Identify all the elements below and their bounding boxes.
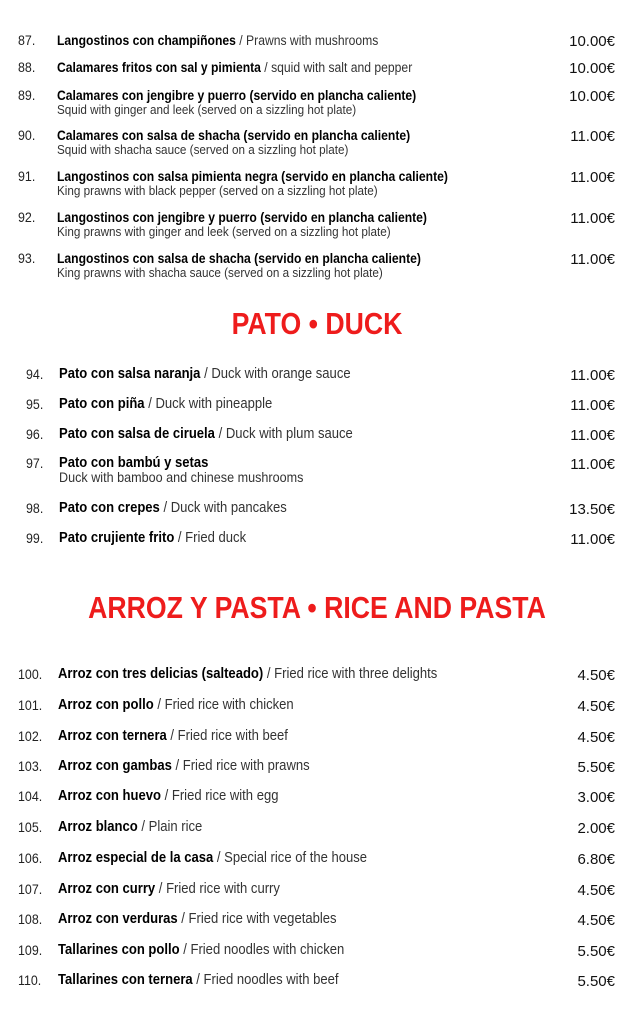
item-number: 87. — [18, 33, 36, 48]
item-name-en: Fried rice with prawns — [182, 758, 310, 774]
item-price: 11.00€ — [570, 531, 615, 548]
item-name-en: Duck with pineapple — [155, 396, 273, 412]
item-name-en: Fried rice with three delights — [274, 666, 438, 682]
item-name-es: Pato con bambú y setas — [59, 455, 209, 471]
item-name-es: Pato con salsa de ciruela — [59, 426, 215, 442]
item-description — [57, 89, 416, 116]
item-number: 107. — [18, 882, 43, 897]
item-separator: / — [144, 396, 156, 412]
item-price: 4.50€ — [577, 698, 615, 715]
item-price: 5.50€ — [577, 759, 615, 776]
item-price: 3.00€ — [577, 789, 615, 806]
item-price: 10.00€ — [569, 88, 615, 105]
item-price: 11.00€ — [570, 456, 615, 473]
item-name-en: Fried rice with vegetables — [188, 911, 337, 927]
item-separator: / — [214, 426, 226, 442]
item-description — [58, 729, 288, 743]
item-name-es: Calamares fritos con sal y pimienta — [57, 60, 261, 75]
item-price: 5.50€ — [577, 943, 615, 960]
section-heading-duck: PATO • DUCK — [231, 306, 403, 341]
item-description — [59, 501, 287, 515]
item-price: 11.00€ — [570, 210, 615, 227]
item-number: 103. — [18, 759, 43, 774]
item-name-es: Tallarines con pollo — [58, 942, 180, 958]
item-name-es: Arroz con gambas — [58, 758, 172, 774]
item-name-es: Arroz con curry — [58, 881, 156, 897]
item-number: 95. — [26, 397, 44, 412]
item-name-es: Pato con crepes — [59, 500, 160, 516]
item-number: 89. — [18, 88, 36, 103]
item-description — [58, 973, 338, 987]
item-description — [59, 427, 353, 441]
item-separator: / — [155, 881, 167, 897]
item-description — [58, 667, 437, 681]
item-name-es: Langostinos con champiñones — [57, 33, 236, 48]
item-description — [58, 912, 337, 926]
item-name-en: Squid with shacha sauce (served on a sizzling hot plate) — [57, 142, 349, 157]
item-separator: / — [153, 697, 165, 713]
item-price: 4.50€ — [577, 912, 615, 929]
item-price: 4.50€ — [577, 882, 615, 899]
item-name-es: Tallarines con ternera — [58, 972, 193, 988]
section-heading-rice-pasta: ARROZ Y PASTA • RICE AND PASTA — [88, 590, 546, 625]
item-number: 105. — [18, 820, 43, 835]
item-number: 104. — [18, 789, 43, 804]
item-name-es: Arroz con ternera — [58, 728, 167, 744]
item-number: 102. — [18, 729, 43, 744]
item-price: 11.00€ — [570, 367, 615, 384]
item-number: 110. — [18, 973, 42, 988]
item-separator: / — [192, 972, 204, 988]
item-description — [58, 943, 344, 957]
item-name-en: Duck with plum sauce — [225, 426, 353, 442]
item-number: 88. — [18, 60, 36, 75]
item-number: 91. — [18, 169, 36, 184]
item-name-en: Fried noodles with beef — [203, 972, 339, 988]
item-description — [57, 61, 412, 75]
item-separator: / — [174, 530, 186, 546]
item-name-en: Duck with orange sauce — [211, 366, 351, 382]
item-price: 10.00€ — [569, 60, 615, 77]
item-name-es: Pato con salsa naranja — [59, 366, 201, 382]
item-description — [59, 397, 272, 411]
item-name-en: Fried rice with egg — [171, 788, 279, 804]
item-name-en: King prawns with ginger and leek (served on a sizzling hot plate) — [57, 224, 391, 239]
item-name-es: Arroz con pollo — [58, 697, 154, 713]
item-name-en: Fried duck — [185, 530, 247, 546]
item-description — [57, 252, 421, 279]
item-description — [58, 789, 278, 803]
item-name-en: Duck with bamboo and chinese mushrooms — [59, 469, 304, 485]
item-price: 10.00€ — [569, 33, 615, 50]
item-name-es: Langostinos con salsa pimienta negra (servido en plancha caliente) — [57, 169, 448, 184]
item-separator: / — [200, 366, 212, 382]
item-price: 4.50€ — [577, 667, 615, 684]
item-description — [57, 129, 410, 156]
item-price: 11.00€ — [570, 169, 615, 186]
item-description — [57, 170, 448, 197]
item-description — [58, 882, 280, 896]
item-name-es: Arroz con huevo — [58, 788, 161, 804]
item-name-en: Prawns with mushrooms — [246, 33, 379, 48]
item-description — [59, 456, 303, 485]
item-number: 98. — [26, 501, 44, 516]
item-price: 2.00€ — [577, 820, 615, 837]
item-description — [57, 34, 378, 48]
item-separator: / — [177, 911, 189, 927]
item-description — [58, 820, 202, 834]
item-number: 101. — [18, 698, 43, 713]
item-name-es: Calamares con salsa de shacha (servido en plancha caliente) — [57, 128, 411, 143]
item-separator: / — [166, 728, 178, 744]
item-name-es: Arroz especial de la casa — [58, 850, 214, 866]
item-number: 90. — [18, 128, 36, 143]
item-name-en: King prawns with black pepper (served on a sizzling hot plate) — [57, 183, 378, 198]
item-separator: / — [159, 500, 171, 516]
item-name-es: Langostinos con jengibre y puerro (servido en plancha caliente) — [57, 210, 427, 225]
item-description — [57, 211, 427, 238]
item-name-en: Duck with pancakes — [170, 500, 287, 516]
item-name-en: Special rice of the house — [224, 850, 368, 866]
item-name-es: Calamares con jengibre y puerro (servido en plancha caliente) — [57, 88, 417, 103]
item-price: 11.00€ — [570, 397, 615, 414]
item-separator: / — [171, 758, 183, 774]
item-name-en: Fried noodles with chicken — [190, 942, 345, 958]
item-separator: / — [263, 666, 275, 682]
item-number: 96. — [26, 427, 44, 442]
item-price: 11.00€ — [570, 427, 615, 444]
item-description — [59, 531, 246, 545]
item-name-en: squid with salt and pepper — [271, 60, 413, 75]
item-price: 13.50€ — [569, 501, 615, 518]
item-number: 99. — [26, 531, 44, 546]
item-number: 100. — [18, 667, 43, 682]
item-price: 4.50€ — [577, 729, 615, 746]
item-price: 5.50€ — [577, 973, 615, 990]
item-name-en: Fried rice with beef — [177, 728, 288, 744]
item-separator: / — [137, 819, 149, 835]
item-price: 11.00€ — [570, 251, 615, 268]
item-number: 108. — [18, 912, 43, 927]
item-separator: / — [213, 850, 225, 866]
item-number: 97. — [26, 456, 44, 471]
item-number: 94. — [26, 367, 44, 382]
item-name-en: Fried rice with chicken — [164, 697, 294, 713]
item-name-es: Pato con piña — [59, 396, 145, 412]
item-name-es: Langostinos con salsa de shacha (servido en plancha caliente) — [57, 251, 421, 266]
item-number: 106. — [18, 851, 43, 866]
item-separator: / — [179, 942, 191, 958]
item-description — [58, 759, 310, 773]
item-description — [59, 367, 351, 381]
item-name-en: King prawns with shacha sauce (served on a sizzling hot plate) — [57, 265, 383, 280]
item-price: 11.00€ — [570, 128, 615, 145]
item-name-en: Squid with ginger and leek (served on a sizzling hot plate) — [57, 102, 357, 117]
item-number: 92. — [18, 210, 36, 225]
item-description — [58, 698, 294, 712]
item-description — [58, 851, 367, 865]
item-name-es: Pato crujiente frito — [59, 530, 175, 546]
item-number: 109. — [18, 943, 43, 958]
item-name-en: Fried rice with curry — [166, 881, 280, 897]
item-separator: / — [260, 60, 272, 75]
item-separator: / — [160, 788, 172, 804]
item-name-es: Arroz con verduras — [58, 911, 178, 927]
item-name-es: Arroz blanco — [58, 819, 138, 835]
item-name-en: Plain rice — [148, 819, 203, 835]
item-price: 6.80€ — [577, 851, 615, 868]
item-name-es: Arroz con tres delicias (salteado) — [58, 666, 264, 682]
item-number: 93. — [18, 251, 36, 266]
item-separator: / — [235, 33, 247, 48]
